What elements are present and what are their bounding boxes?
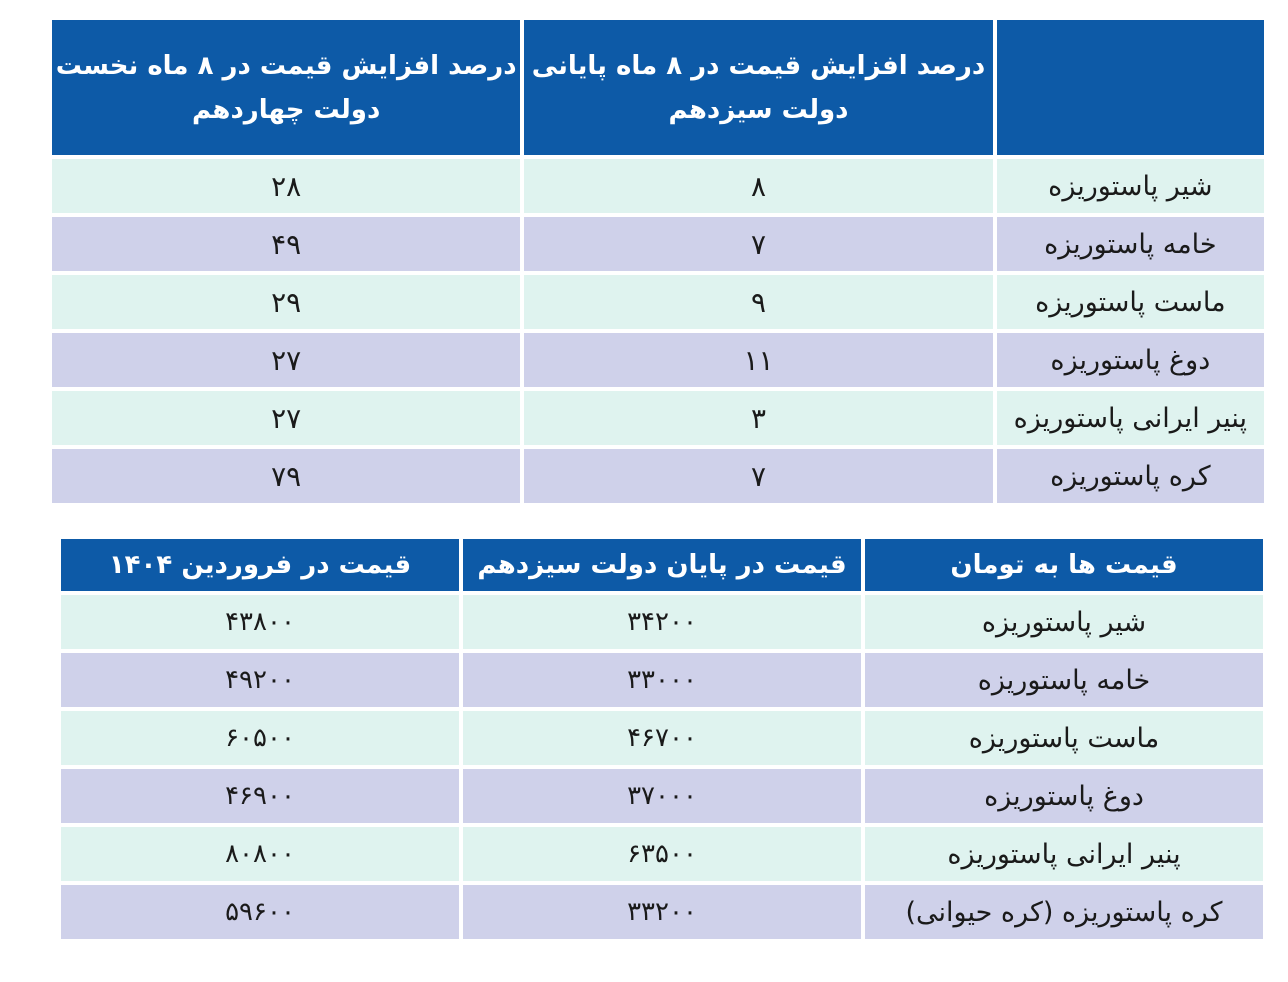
table-row bbox=[52, 449, 1264, 503]
last8-value: ۷ bbox=[524, 449, 992, 503]
end13-price: ۳۳۲۰۰ bbox=[463, 885, 861, 939]
end13-price: ۳۷۰۰۰ bbox=[463, 769, 861, 823]
first8-value: ۲۷ bbox=[52, 391, 520, 445]
farvardin-price: ۴۶۹۰۰ bbox=[61, 769, 459, 823]
product-name: کره پاستوریزه (کره حیوانی) bbox=[865, 885, 1263, 939]
product-name: شیر پاستوریزه bbox=[865, 595, 1263, 649]
farvardin-price: ۵۹۶۰۰ bbox=[61, 885, 459, 939]
farvardin-price: ۴۹۲۰۰ bbox=[61, 653, 459, 707]
product-name: شیر پاستوریزه bbox=[997, 159, 1264, 213]
product-name: خامه پاستوریزه bbox=[865, 653, 1263, 707]
table-header-row bbox=[52, 20, 1264, 155]
price-increase-table bbox=[48, 16, 1268, 507]
product-name: کره پاستوریزه bbox=[997, 449, 1264, 503]
table-row bbox=[52, 217, 1264, 271]
product-name: دوغ پاستوریزه bbox=[865, 769, 1263, 823]
product-name: خامه پاستوریزه bbox=[997, 217, 1264, 271]
header-line: درصد افزایش قیمت در ۸ ماه پایانی bbox=[531, 50, 986, 81]
table-row bbox=[52, 391, 1264, 445]
farvardin-price: ۴۳۸۰۰ bbox=[61, 595, 459, 649]
first8-value: ۲۹ bbox=[52, 275, 520, 329]
last8-value: ۹ bbox=[524, 275, 992, 329]
table-row bbox=[52, 159, 1264, 213]
product-name: ماست پاستوریزه bbox=[997, 275, 1264, 329]
farvardin-price: ۶۰۵۰۰ bbox=[61, 711, 459, 765]
header-line: درصد افزایش قیمت در ۸ ماه نخست bbox=[55, 50, 517, 81]
farvardin-price: ۸۰۸۰۰ bbox=[61, 827, 459, 881]
end13-price: ۳۳۰۰۰ bbox=[463, 653, 861, 707]
product-name: پنیر ایرانی پاستوریزه bbox=[865, 827, 1263, 881]
product-name: ماست پاستوریزه bbox=[865, 711, 1263, 765]
table-row bbox=[61, 769, 1263, 823]
table-row bbox=[61, 827, 1263, 881]
product-name: دوغ پاستوریزه bbox=[997, 333, 1264, 387]
header-last8-months-13th-gov bbox=[524, 20, 992, 155]
end13-price: ۳۴۲۰۰ bbox=[463, 595, 861, 649]
header-first8-months-14th-gov bbox=[52, 20, 520, 155]
last8-value: ۷ bbox=[524, 217, 992, 271]
price-table-toman bbox=[57, 535, 1267, 943]
header-line: دولت سیزدهم bbox=[668, 94, 849, 125]
table-row bbox=[52, 333, 1264, 387]
table-row bbox=[61, 711, 1263, 765]
table-row bbox=[61, 595, 1263, 649]
header-prices-in-toman: قیمت ها به تومان bbox=[865, 539, 1263, 591]
last8-value: ۱۱ bbox=[524, 333, 992, 387]
header-line: دولت چهاردهم bbox=[192, 94, 381, 125]
first8-value: ۲۸ bbox=[52, 159, 520, 213]
first8-value: ۷۹ bbox=[52, 449, 520, 503]
header-products bbox=[997, 20, 1264, 155]
last8-value: ۳ bbox=[524, 391, 992, 445]
table-header-row bbox=[61, 539, 1263, 591]
table-row bbox=[61, 653, 1263, 707]
product-name: پنیر ایرانی پاستوریزه bbox=[997, 391, 1264, 445]
table-row bbox=[61, 885, 1263, 939]
header-price-end-13th-gov: قیمت در پایان دولت سیزدهم bbox=[463, 539, 861, 591]
end13-price: ۴۶۷۰۰ bbox=[463, 711, 861, 765]
first8-value: ۴۹ bbox=[52, 217, 520, 271]
first8-value: ۲۷ bbox=[52, 333, 520, 387]
end13-price: ۶۳۵۰۰ bbox=[463, 827, 861, 881]
header-price-farvardin-1404: قیمت در فروردین ۱۴۰۴ bbox=[61, 539, 459, 591]
table-row bbox=[52, 275, 1264, 329]
last8-value: ۸ bbox=[524, 159, 992, 213]
